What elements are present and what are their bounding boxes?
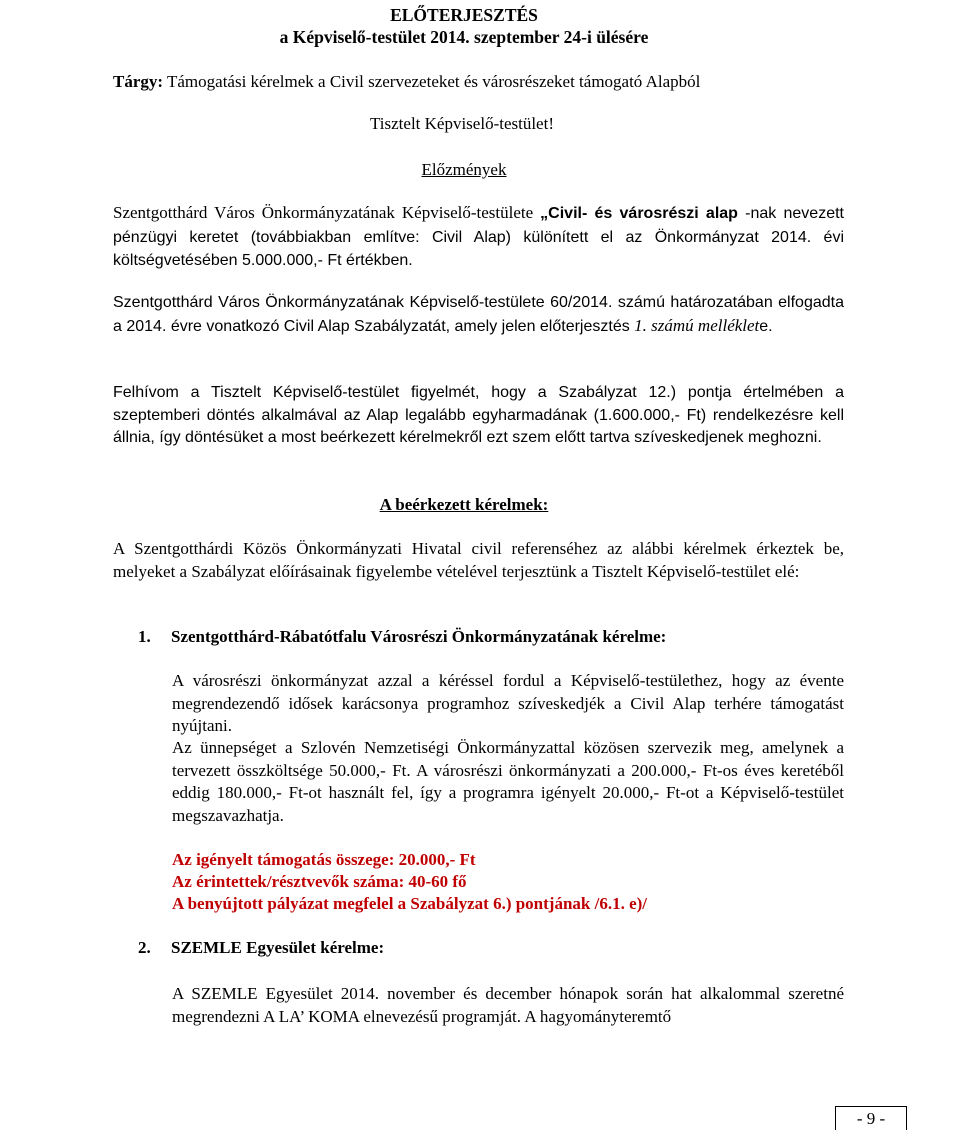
request-2-number: 2. xyxy=(138,938,151,957)
request-1-paragraph-1: A városrészi önkormányzat azzal a kéréssel fordul a Képviselő-testülethez, hogy az évente megrendezendő idősek karácsonya programhoz szíveskedjék a Civil Alap terhére támogatást nyújtani. xyxy=(172,671,844,735)
request-1-number: 1. xyxy=(138,627,151,646)
salutation: Tisztelt Képviselő-testület! xyxy=(370,114,554,133)
request-1-title-text: Szentgotthárd-Rábatótfalu Városrészi Önkormányzatának kérelme: xyxy=(171,627,667,646)
request-2-title xyxy=(138,937,384,959)
civil-fund-name: „Civil- és városrészi alap xyxy=(540,205,738,222)
request-1-compliance: A benyújtott pályázat megfelel a Szabályzat 6.) pontjának /6.1. e)/ xyxy=(172,894,648,913)
request-1-paragraph-2: Az ünnepséget a Szlovén Nemzetiségi Önkormányzattal közösen szervezik meg, amelynek a tervezett összköltsége 50.000,- Ft. A városrészi önkormányzati a 200.000,- Ft-os éves keretéből eddig 180.000,- Ft-ot használt fel, így a programra igényelt 20.000,- Ft-ot a Képviselő-testület megszavazhatja. xyxy=(172,738,844,825)
background-p1-rest: -nak nevezett pénzügyi keretet (továbbiakban említve: Civil Alap) különített el az Önkormányzat 2014. évi költségvetésében 5.000.000,- Ft értékben. xyxy=(113,205,844,269)
background-p2-end: e. xyxy=(759,317,773,335)
background-paragraph-3: Felhívom a Tisztelt Képviselő-testület figyelmét, hogy a Szabályzat 12.) pontja értelmében a szeptemberi döntés alkalmával az Alap legalább egyharmadának (1.600.000,- Ft) rendelkezésre kell állnia, így döntésüket a most beérkezett kérelmekről ezt szem előtt tartva szíveskedjenek meghozni. xyxy=(113,384,844,446)
document-title: ELŐTERJESZTÉS xyxy=(390,5,538,25)
subject-text: Támogatási kérelmek a Civil szervezeteket és városrészeket támogató Alapból xyxy=(163,72,701,91)
requests-heading: A beérkezett kérelmek: xyxy=(379,495,549,514)
request-1-participants: Az érintettek/résztvevők száma: 40-60 fő xyxy=(172,872,467,891)
background-paragraph-1 xyxy=(113,202,844,273)
requests-intro: A Szentgotthárdi Közös Önkormányzati Hivatal civil referenséhez az alábbi kérelmek érkeztek be, melyeket a Szabályzat előírásainak figyelembe vételével terjesztünk a Tisztelt Képviselő-testület elé: xyxy=(113,539,844,581)
document-subtitle: a Képviselő-testület 2014. szeptember 24-i ülésére xyxy=(279,27,649,47)
background-paragraph-2 xyxy=(113,292,844,338)
request-1-amount: Az igényelt támogatás összege: 20.000,- Ft xyxy=(172,850,476,869)
subject-line xyxy=(113,71,700,93)
page-number: - 9 - xyxy=(835,1106,907,1130)
request-1-title xyxy=(138,626,666,648)
background-heading: Előzmények xyxy=(421,160,507,179)
subject-label: Tárgy: xyxy=(113,72,164,91)
request-2-title-text: SZEMLE Egyesület kérelme: xyxy=(171,938,385,957)
background-p2-text: Szentgotthárd Város Önkormányzatának Képviselő-testülete 60/2014. számú határozatában elfogadta a 2014. évre vonatkozó Civil Alap Szabályzatát, amely jelen előterjesztés xyxy=(113,294,844,335)
request-2-paragraph-1: A SZEMLE Egyesület 2014. november és december hónapok során hat alkalommal szeretné megrendezni A LA’ KOMA elnevezésű programját. A hagyományteremtő xyxy=(172,984,844,1026)
background-p1-text: Szentgotthárd Város Önkormányzatának Képviselő-testülete xyxy=(113,203,541,222)
annex-reference: 1. számú melléklet xyxy=(634,315,760,335)
